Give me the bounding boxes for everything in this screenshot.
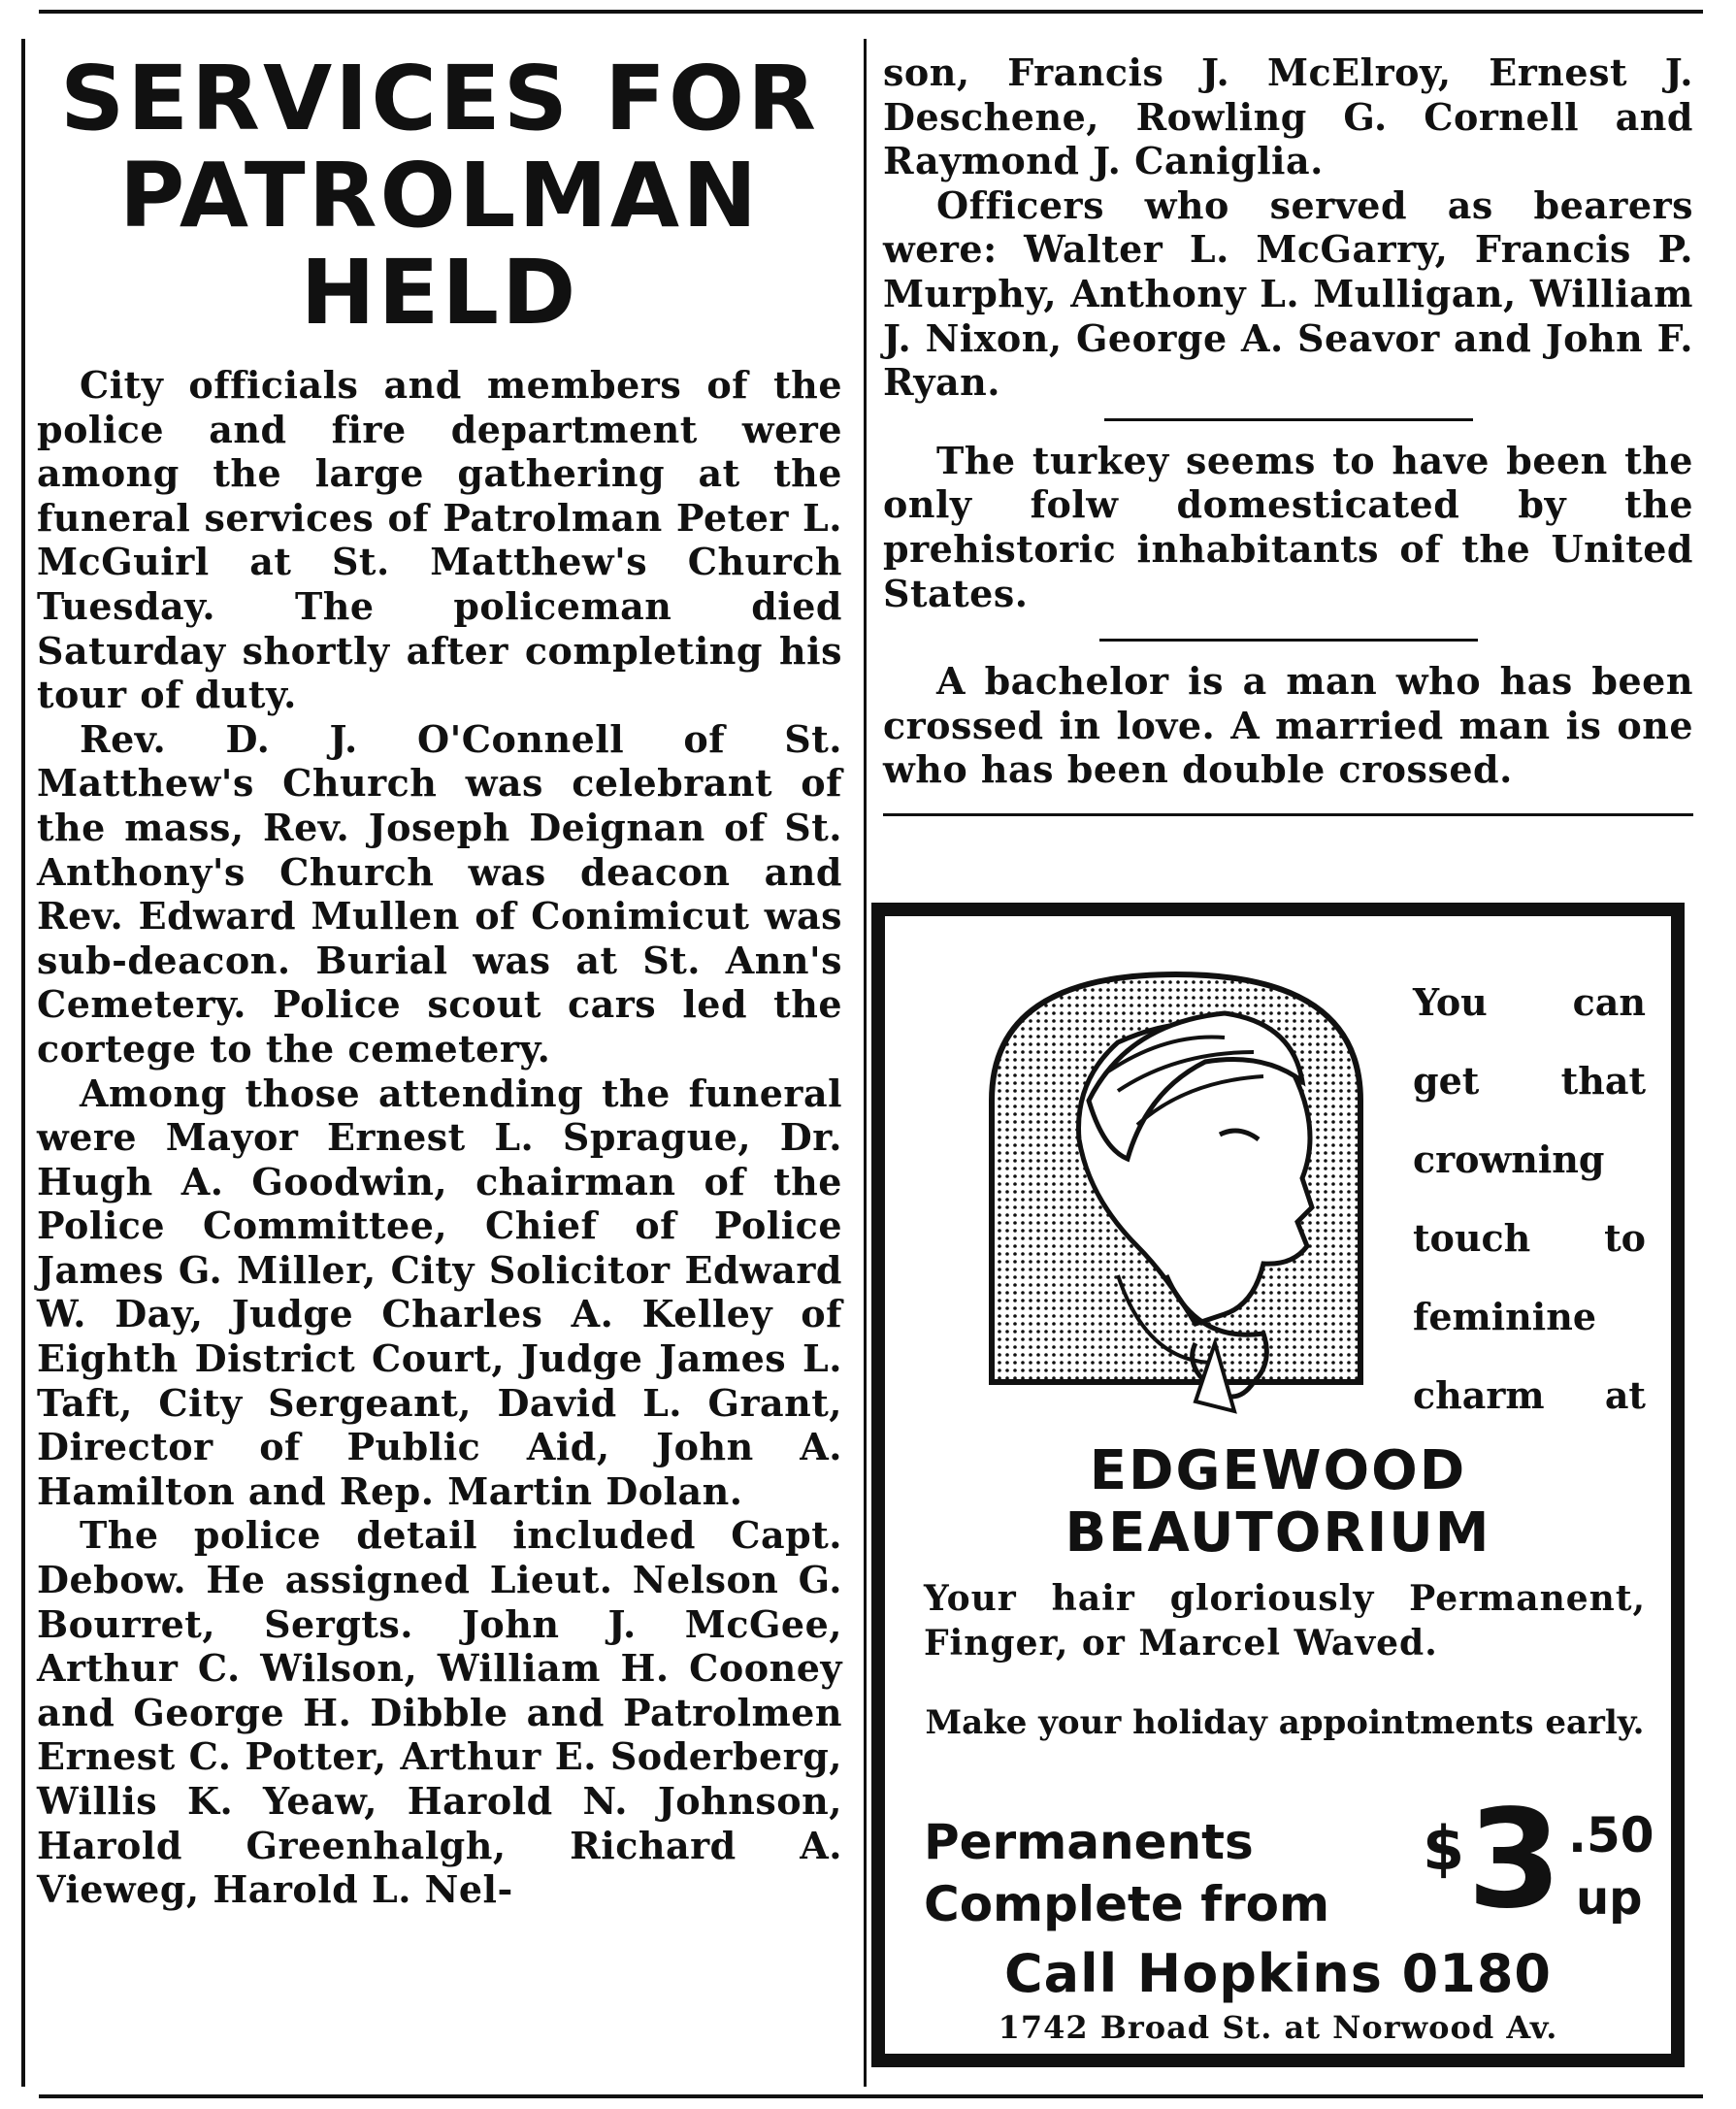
tagline-line: charm at [1413,1373,1646,1417]
filler-divider [1099,639,1478,642]
permanents-label [924,1811,1329,1935]
article-body [37,363,842,1912]
article-paragraph: Rev. D. J. O'Connell of St. Matthew's Church was celebrant of the mass, Rev. Joseph Deignan of St. Anthony's Church was deacon and Rev. Edward Mullen of Conimicut was sub-deacon. Burial was at St. Ann's Cemetery. Police scout cars led the cortege to the cemetery. [37,716,842,1071]
price-dollar-sign: $ [1423,1813,1465,1884]
right-column [883,50,1693,816]
ad-tagline [1413,963,1646,1434]
headline-line: HELD [300,241,579,345]
left-rule [21,39,25,2087]
filler-item: A bachelor is a man who has been crossed in love. A married man is one who has been double crossed. [883,659,1693,792]
column-divider [864,39,867,2087]
tagline-line: get that [1413,1059,1646,1103]
tagline-line: You can [1413,980,1646,1024]
filler-item: The turkey seems to have been the only folw domesticated by the prehistoric inhabitants of the United States. [883,438,1693,615]
bottom-rule [39,2094,1703,2098]
headline [37,47,842,345]
price-dollars: 3 [1467,1781,1562,1939]
permanents-line: Permanents [924,1814,1254,1870]
article-paragraph: City officials and members of the police and fire department were among the large gathering at the funeral services of Patrolman Peter L. McGuirl at St. Matthew's Church Tuesday. The policeman died Saturday shortly after completing his tour of duty. [37,363,842,717]
price-up: up [1576,1871,1643,1926]
ad-appointment: Make your holiday appointments early. [925,1703,1645,1742]
article-column [37,47,842,1912]
article-continuation: Officers who served as bearers were: Walter L. McGarry, Francis P. Murphy, Anthony L. Mulligan, William J. Nixon, George A. Seavor and John F. Ryan. [883,182,1693,405]
beauty-salon-advertisement [871,903,1685,2067]
article-paragraph: Among those attending the funeral were Mayor Ernest L. Sprague, Dr. Hugh A. Goodwin, chairman of the Police Committee, Chief of Police James G. Miller, City Solicitor Edward W. Day, Judge Charles A. Kelley of Eighth District Court, Judge James L. Taft, City Sergeant, David L. Grant, Director of Public Aid, John A. Hamilton and Rep. Martin Dolan. [37,1071,842,1513]
tagline-line: crowning [1413,1137,1605,1181]
section-rule [883,813,1693,816]
business-name-line: BEAUTORIUM [1065,1501,1491,1565]
price [1423,1781,1654,1939]
headline-line: SERVICES FOR [60,47,819,150]
business-name [885,1440,1671,1565]
price-cents: .50 [1568,1807,1654,1863]
business-name-line: EDGEWOOD [1089,1439,1467,1502]
ad-description: Your hair gloriously Permanent, Finger, or Marcel Waved. [924,1578,1646,1664]
address: 1742 Broad St. at Norwood Av. [998,2009,1558,2046]
woman-portrait-icon [972,955,1380,1440]
filler-divider [1104,418,1473,421]
headline-line: PATROLMAN [118,144,761,247]
article-paragraph: The police detail included Capt. Debow. He assigned Lieut. Nelson G. Bourret, Sergts. John J. McGee, Arthur C. Wilson, William H. Cooney and George H. Dibble and Patrolmen Ernest C. Potter, Arthur E. Soderberg, Willis K. Yeaw, Harold N. Johnson, Harold Greenhalgh, Richard A. Vieweg, Harold L. Nel- [37,1513,842,1912]
article-continuation: son, Francis J. McElroy, Ernest J. Deschene, Rowling G. Cornell and Raymond J. Caniglia. [883,50,1693,183]
tagline-line: touch to [1413,1216,1646,1260]
permanents-line: Complete from [924,1876,1330,1932]
tagline-line: feminine [1413,1295,1597,1338]
phone-number: Call Hopkins 0180 [1004,1943,1552,2004]
top-rule [39,10,1703,14]
